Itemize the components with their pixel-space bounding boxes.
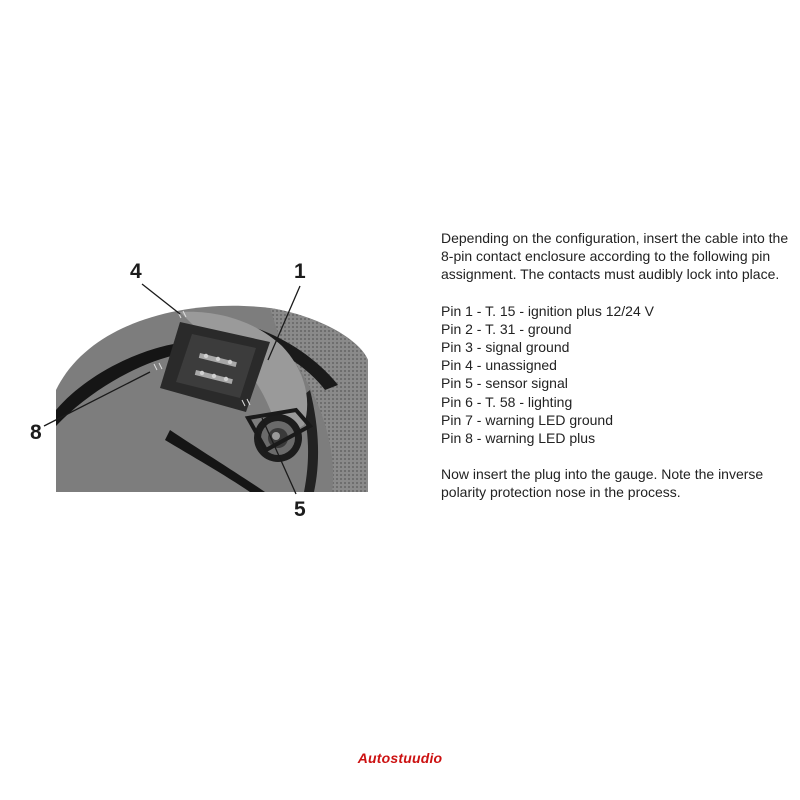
callout-1: 1 [294,260,306,283]
pin-item: Pin 5 - sensor signal [441,375,568,392]
callout-4: 4 [130,260,142,283]
gauge-back-drawing [20,250,380,540]
pin-item: Pin 1 - T. 15 - ignition plus 12/24 V [441,302,654,319]
gauge-connector-illustration [20,250,380,540]
pin-item: Pin 4 - unassigned [441,357,557,374]
intro-paragraph: Depending on the configuration, insert the cable into the 8-pin contact enclosure according to the following pin assignment. The contacts must audibly lock into place. [441,230,789,283]
pin-item: Pin 7 - warning LED ground [441,411,613,428]
gauge-housing [56,306,368,492]
pin-item: Pin 2 - T. 31 - ground [441,320,572,337]
callout-8: 8 [30,421,42,444]
outro-paragraph: Now insert the plug into the gauge. Note the inverse polarity protection nose in the process. [441,466,764,501]
brand-watermark: Autostuudio [357,750,443,766]
callout-5: 5 [294,498,306,521]
pin-item: Pin 6 - T. 58 - lighting [441,393,573,410]
pin-item: Pin 3 - signal ground [441,339,570,356]
pin-assignment-list [441,302,791,448]
pin-item: Pin 8 - warning LED plus [441,430,596,447]
instructions-text [441,229,791,502]
